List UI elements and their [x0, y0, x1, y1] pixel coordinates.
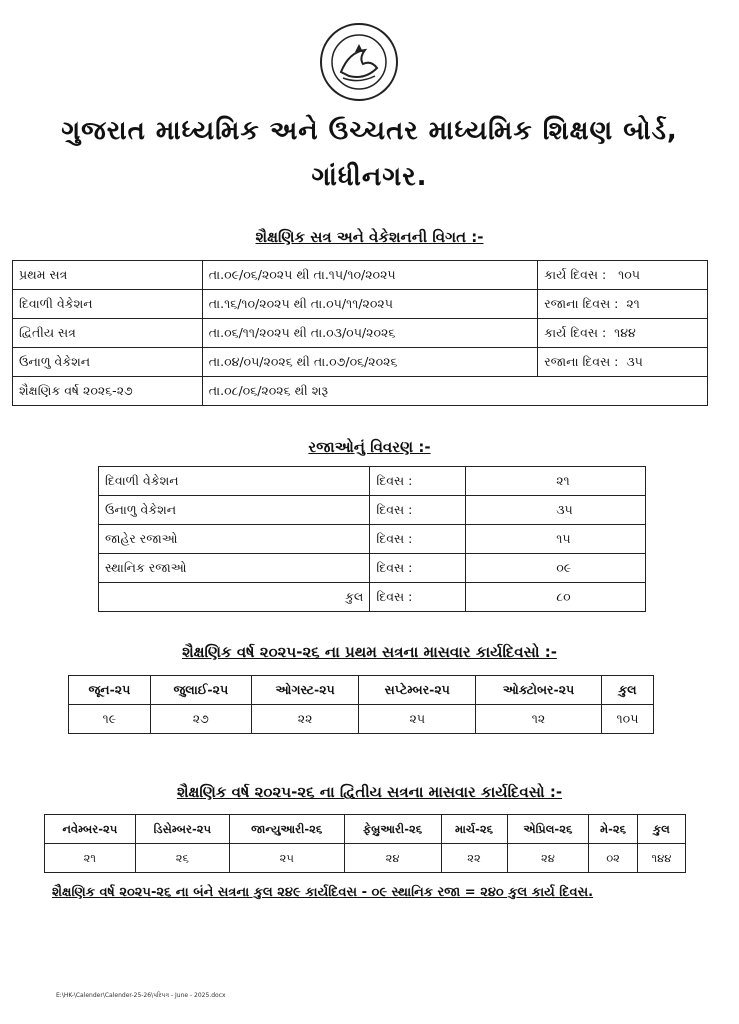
session-period: તા.૦૮/૦૬/૨૦૨૬ થી શરૂ — [202, 377, 707, 406]
session-name: દ્વિતીય સત્ર — [13, 319, 203, 348]
days-cell: ૨૫ — [359, 705, 476, 734]
session-days: કાર્ય દિવસ : ૧૪૪ — [538, 319, 708, 348]
days-cell: ૨૫ — [230, 844, 345, 873]
table-row — [13, 290, 708, 319]
first-term-table — [68, 675, 654, 734]
session-name: પ્રથમ સત્ર — [13, 261, 203, 290]
session-period: તા.૦૯/૦૬/૨૦૨૫ થી તા.૧૫/૧૦/૨૦૨૫ — [202, 261, 537, 290]
session-days: કાર્ય દિવસ : ૧૦૫ — [538, 261, 708, 290]
holiday-name: ઉનાળુ વેકેશન — [99, 496, 370, 525]
days-cell: ૨૨ — [251, 705, 359, 734]
holiday-total-label: દિવસ : — [370, 583, 466, 612]
days-cell: ૧૯ — [69, 705, 151, 734]
holiday-label: દિવસ : — [370, 467, 466, 496]
days-cell: ૧૨ — [476, 705, 602, 734]
session-days: રજાના દિવસ : ૩૫ — [538, 348, 708, 377]
holiday-value: ૧૫ — [466, 525, 646, 554]
holiday-value: ૨૧ — [466, 467, 646, 496]
month-header: કુલ — [637, 815, 685, 844]
page-title: ગુજરાત માધ્યમિક અને ઉચ્ચતર માધ્યમિક શિક્ષણ બોર્ડ, — [61, 116, 678, 146]
days-cell: ૨૨ — [441, 844, 507, 873]
days-cell: ૧૪૪ — [637, 844, 685, 873]
holiday-total-value: ૮૦ — [466, 583, 646, 612]
month-header: સપ્ટેમ્બર-૨૫ — [359, 676, 476, 705]
second-term-table — [44, 814, 686, 873]
holiday-total-name: કુલ — [99, 583, 370, 612]
month-header: જૂન-૨૫ — [69, 676, 151, 705]
session-table — [12, 260, 708, 406]
month-header: કુલ — [601, 676, 653, 705]
month-header: ઓગસ્ટ-૨૫ — [251, 676, 359, 705]
month-header: ફેબ્રુઆરી-૨૬ — [344, 815, 441, 844]
days-cell: ૧૦૫ — [601, 705, 653, 734]
session-name: શૈક્ષણિક વર્ષ ૨૦૨૬-૨૭ — [13, 377, 203, 406]
table-row — [99, 554, 646, 583]
summary-footnote: શૈક્ષણિક વર્ષ ૨૦૨૫-૨૬ ના બંને સત્રના કુલ ૨૪૯ કાર્યદિવસ - ૦૯ સ્થાનિક રજા = ૨૪૦ કુલ કાર્ય દિવસ. — [52, 885, 594, 900]
month-header: માર્ચ-૨૬ — [441, 815, 507, 844]
table-row — [69, 676, 654, 705]
table-row — [45, 844, 686, 873]
table-row — [99, 583, 646, 612]
table-row — [13, 319, 708, 348]
month-header: ઓક્ટોબર-૨૫ — [476, 676, 602, 705]
days-cell: ૨૪ — [507, 844, 589, 873]
month-header: નવેમ્બર-૨૫ — [45, 815, 136, 844]
session-days: રજાના દિવસ : ૨૧ — [538, 290, 708, 319]
session-period: તા.૧૬/૧૦/૨૦૨૫ થી તા.૦૫/૧૧/૨૦૨૫ — [202, 290, 537, 319]
days-cell: ૨૭ — [150, 705, 251, 734]
session-period: તા.૦૬/૧૧/૨૦૨૫ થી તા.૦૩/૦૫/૨૦૨૬ — [202, 319, 537, 348]
month-header: જાન્યુઆરી-૨૬ — [230, 815, 345, 844]
table-row — [99, 467, 646, 496]
month-header: મે-૨૬ — [589, 815, 637, 844]
second-term-heading: શૈક્ષણિક વર્ષ ૨૦૨૫-૨૬ ના દ્વિતીય સત્રના માસવાર કાર્યદિવસો :- — [176, 783, 563, 801]
table-row — [13, 348, 708, 377]
session-name: ઉનાળુ વેકેશન — [13, 348, 203, 377]
session-name: દિવાળી વેકેશન — [13, 290, 203, 319]
holiday-value: ૩૫ — [466, 496, 646, 525]
holiday-table — [98, 466, 646, 612]
holiday-name: જાહેર રજાઓ — [99, 525, 370, 554]
month-header: ડિસેમ્બર-૨૫ — [135, 815, 229, 844]
holiday-value: ૦૯ — [466, 554, 646, 583]
table-row — [99, 525, 646, 554]
first-term-heading: શૈક્ષણિક વર્ષ ૨૦૨૫-૨૬ ના પ્રથમ સત્રના માસવાર કાર્યદિવસો :- — [182, 643, 557, 661]
session-period: તા.૦૪/૦૫/૨૦૨૬ થી તા.૦૭/૦૬/૨૦૨૬ — [202, 348, 537, 377]
session-heading: શૈક્ષણિક સત્ર અને વેકેશનની વિગત :- — [255, 228, 484, 246]
board-seal-icon — [319, 22, 399, 102]
holiday-label: દિવસ : — [370, 554, 466, 583]
days-cell: ૦૨ — [589, 844, 637, 873]
month-header: એપ્રિલ-૨૬ — [507, 815, 589, 844]
month-header: જુલાઈ-૨૫ — [150, 676, 251, 705]
table-row — [69, 705, 654, 734]
file-path-footer: E:\HK-\Calender\Calender-25-26\પરિપત્ર - June - 2025.docx — [56, 992, 226, 999]
table-row — [99, 496, 646, 525]
days-cell: ૨૪ — [344, 844, 441, 873]
table-row — [45, 815, 686, 844]
holiday-label: દિવસ : — [370, 525, 466, 554]
holiday-name: દિવાળી વેકેશન — [99, 467, 370, 496]
table-row — [13, 377, 708, 406]
holiday-heading: રજાઓનું વિવરણ :- — [308, 438, 431, 456]
holiday-name: સ્થાનિક રજાઓ — [99, 554, 370, 583]
holiday-label: દિવસ : — [370, 496, 466, 525]
page-subtitle: ગાંધીનગર. — [311, 162, 428, 192]
days-cell: ૨૬ — [135, 844, 229, 873]
days-cell: ૨૧ — [45, 844, 136, 873]
table-row — [13, 261, 708, 290]
